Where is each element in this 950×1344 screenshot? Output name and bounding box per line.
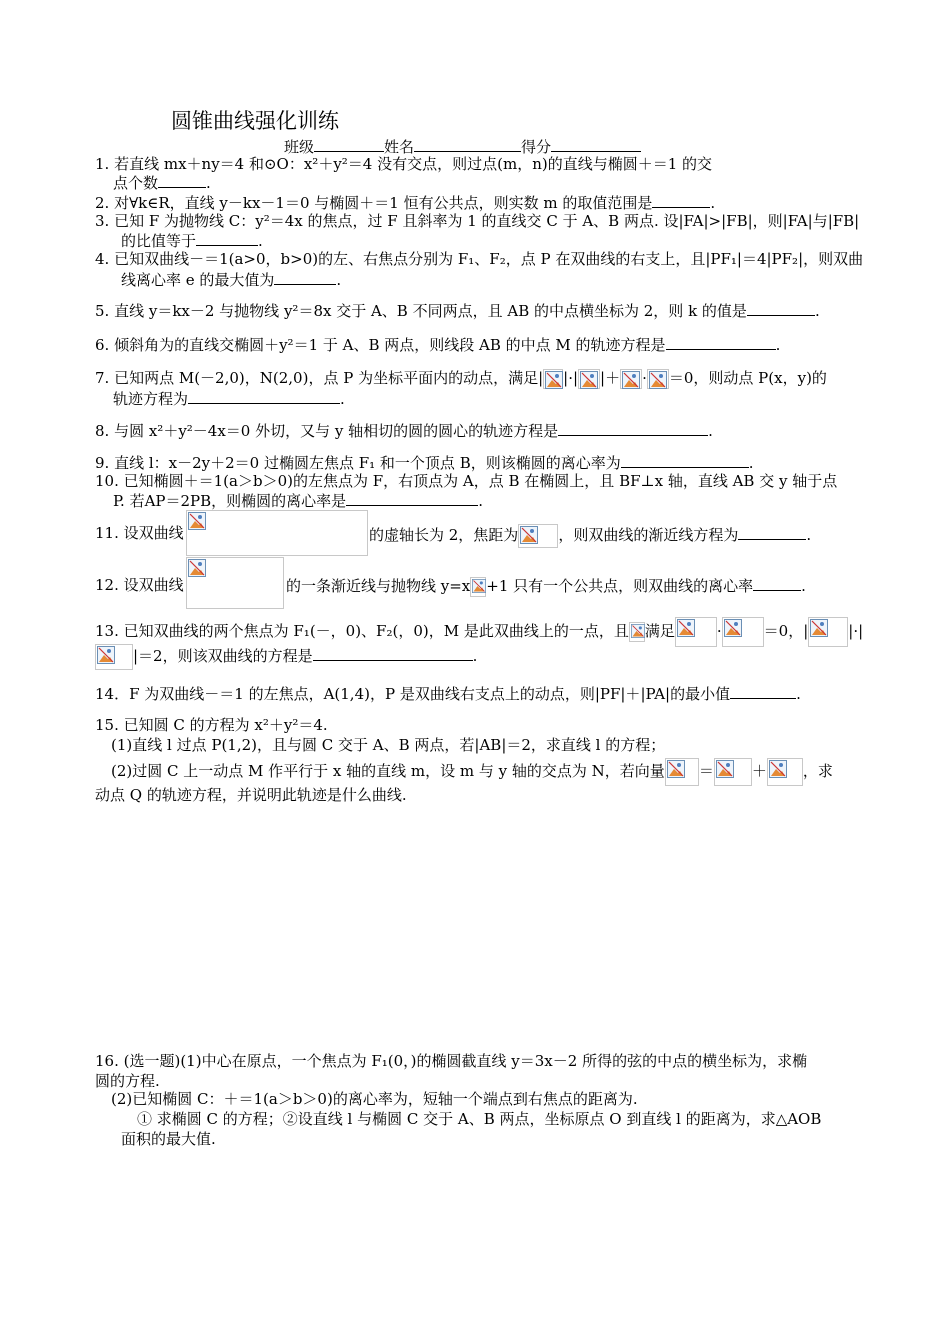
q2-answer-blank [652,193,710,208]
question-10-line1: 10. 已知椭圆＋＝1(a＞b＞0)的左焦点为 F，右顶点为 A，点 B 在椭圆上，且 BF⊥x 轴，直线 AB 交 y 轴于点 [95,472,838,490]
q14-answer-blank [730,684,796,699]
question-13-line1 [95,617,863,647]
question-13-line2 [95,644,477,670]
vector-image-mf1c [808,617,848,647]
q1-end: . [206,174,211,192]
broken-image-icon [545,371,563,389]
q13-end: . [472,647,478,665]
question-5 [95,301,820,320]
question-10-line2 [113,491,483,510]
broken-image-icon [472,579,486,593]
question-14 [95,684,801,703]
name-blank [414,137,521,152]
q12-answer-blank [753,576,801,591]
broken-image-icon [769,760,787,778]
q8-answer-blank [558,421,708,436]
vector-image-4 [647,369,669,389]
q5-text: 5. 直线 y＝kx－2 与抛物线 y²＝8x 交于 A、B 不同两点，且 AB 的中点横坐标为 2，则 k 的值是 [95,302,747,320]
question-3-line1: 3. 已知 F 为抛物线 C：y²＝4x 的焦点，过 F 且斜率为 1 的直线交 C 于 A、B 两点. 设|FA|>|FB|，则|FA|与|FB| [95,212,860,230]
q8-end: . [708,422,713,440]
q7-text-d: · [642,369,647,387]
question-4-line2 [121,270,341,289]
broken-image-icon [520,526,538,544]
question-7-line2 [113,389,345,408]
q9-text: 9. 直线 l：x－2y＋2＝0 过椭圆左焦点 F₁ 和一个顶点 B，则该椭圆的离心率为 [95,454,621,472]
q4-answer-blank [274,270,336,285]
score-label: 得分 [521,138,552,156]
q7-text-a: 7. 已知两点 M(－2,0)，N(2,0)，点 P 为坐标平面内的动点，满足| [95,369,544,387]
q10-answer-blank [346,491,478,506]
question-11-text-a: 11. 设双曲线 [95,524,184,542]
q11-end: . [806,526,812,544]
hyperbola-equation-image [186,510,368,556]
broken-image-icon [188,559,206,577]
vector-image-1 [543,369,563,389]
page-title: 圆锥曲线强化训练 [171,109,339,133]
q12-text-c: +1 只有一个公共点，则双曲线的离心率 [486,577,754,595]
q7-answer-blank [188,389,340,404]
q8-text: 8. 与圆 x²＋y²－4x＝0 外切，又与 y 轴相切的圆的圆心的轨迹方程是 [95,422,559,440]
q5-answer-blank [747,301,815,316]
vector-image-2 [578,369,600,389]
question-8 [95,421,713,440]
q15-text-d: ＝ [698,762,714,780]
question-9 [95,453,754,472]
broken-image-icon [677,619,695,637]
vector-image-mf1 [629,622,645,642]
q15-text-c: (2)过圆 C 上一动点 M 作平行于 x 轴的直线 m，设 m 与 y 轴的交点为 N，若向量 [111,762,665,780]
question-16-part2: (2)已知椭圆 C：＋＝1(a＞b＞0)的离心率为，短轴一个端点到右焦点的距离为. [111,1090,638,1108]
q3-end: . [258,232,263,250]
broken-image-icon [631,624,645,638]
question-2 [95,193,715,212]
q9-answer-blank [621,453,749,468]
q12-text-b: 的一条渐近线与抛物线 y=x [286,577,471,595]
name-label: 姓名 [384,138,415,156]
vector-image-on [767,758,803,786]
q13-text-e: |·| [848,622,864,640]
exponent-image [470,577,486,597]
q15-text-f: ，求 [802,762,833,780]
vector-image-3 [620,369,642,389]
broken-image-icon [716,760,734,778]
question-16-subparts-cont: 面积的最大值. [121,1130,216,1148]
q13-answer-blank [313,646,473,661]
q1-text: 点个数 [113,174,159,192]
q12-end: . [801,577,806,595]
q15-text-e: ＋ [751,762,767,780]
q14-end: . [796,685,801,703]
q10-text: P. 若AP＝2PB，则椭圆的离心率是 [113,492,347,510]
q7-text-f: 轨迹方程为 [113,390,189,408]
q7-text-b: |·| [563,369,579,387]
question-15-part1: (1)直线 l 过点 P(1,2)，且与圆 C 交于 A、B 两点，若|AB|＝2，求直线 l 的方程； [111,736,666,754]
focal-distance-image [518,524,558,548]
question-6 [95,335,780,354]
q11-text-b: 的虚轴长为 2，焦距为 [369,526,519,544]
question-7-line1 [95,369,827,389]
class-label: 班级 [284,138,315,156]
vector-image-oq [665,758,699,786]
q14-text: 14．F 为双曲线－＝1 的左焦点，A(1,4)，P 是双曲线右支点上的动点，则|PF|＋|PA|的最小值 [95,685,731,703]
question-12-rest [286,576,806,597]
question-16-line2: 圆的方程. [95,1072,160,1090]
q4-end: . [336,271,342,289]
vector-image-om [714,758,752,786]
q2-text: 2. 对∀k∈R，直线 y－kx－1＝0 与椭圆＋＝1 恒有公共点，则实数 m 的取值范围是 [95,194,653,212]
broken-image-icon [667,760,685,778]
class-blank [314,137,384,152]
q13-text-a: 13. 已知双曲线的两个焦点为 F₁(－，0)、F₂(，0)，M 是此双曲线上的一点，且 [95,622,629,640]
q13-text-f: |＝2，则该双曲线的方程是 [133,647,313,665]
broken-image-icon [580,371,598,389]
q13-text-b: 满足 [644,622,675,640]
q1-answer-blank [158,173,206,188]
q13-text-c: · [716,622,722,640]
q7-text-c: |＋ [600,369,621,387]
q6-end: . [775,336,781,354]
question-16-subparts: ① 求椭圆 C 的方程；②设直线 l 与椭圆 C 交于 A、B 两点，坐标原点 O 到直线 l 的距离为，求△AOB [137,1110,822,1128]
broken-image-icon [97,646,115,664]
q7-text-e: ＝0，则动点 P(x，y)的 [668,369,827,387]
question-1-line1: 1. 若直线 mx＋ny＝4 和⊙O：x²＋y²＝4 没有交点，则过点(m，n)的直线与椭圆＋＝1 的交 [95,155,713,173]
q13-text-d: ＝0，| [763,622,809,640]
q9-end: . [748,454,754,472]
q5-end: . [814,302,820,320]
q11-text-c: ，则双曲线的渐近线方程为 [558,526,739,544]
broken-image-icon [724,619,742,637]
question-11-rest [369,524,811,548]
score-blank [551,137,641,152]
question-15-part2 [111,758,833,786]
question-4-line1: 4. 已知双曲线－＝1(a>0，b>0)的左、右焦点分别为 F₁、F₂，点 P 在双曲线的右支上，且|PF₁|＝4|PF₂|，则双曲 [95,250,864,268]
hyperbola-equation-image-2 [186,557,284,609]
question-3-line2 [121,231,263,250]
vector-image-mf2b [95,644,133,670]
question-1-line2 [113,173,211,192]
q2-end: . [710,194,716,212]
q7-end: . [340,390,345,408]
q3-text: 的比值等于 [121,232,197,250]
broken-image-icon [622,371,640,389]
vector-image-mf2 [722,617,764,647]
q6-text: 6. 倾斜角为的直线交椭圆＋y²＝1 于 A、B 两点，则线段 AB 的中点 M 的轨迹方程是 [95,336,666,354]
question-15-stem: 15. 已知圆 C 的方程为 x²＋y²＝4. [95,716,328,734]
q3-answer-blank [196,231,258,246]
q10-end: . [478,492,483,510]
q4-text: 线离心率 e 的最大值为 [121,271,275,289]
broken-image-icon [649,371,667,389]
broken-image-icon [188,512,206,530]
broken-image-icon [810,619,828,637]
question-15-part2-cont: 动点 Q 的轨迹方程，并说明此轨迹是什么曲线. [95,786,407,804]
vector-image-mf1b [675,617,717,647]
q6-answer-blank [666,335,776,350]
q11-answer-blank [738,525,806,540]
header-fields [284,137,641,156]
question-12-text-a: 12. 设双曲线 [95,576,184,594]
question-16-line1: 16. (选一题)(1)中心在原点，一个焦点为 F₁(0，)的椭圆截直线 y＝3x－2 所得的弦的中点的横坐标为，求椭 [95,1052,808,1070]
